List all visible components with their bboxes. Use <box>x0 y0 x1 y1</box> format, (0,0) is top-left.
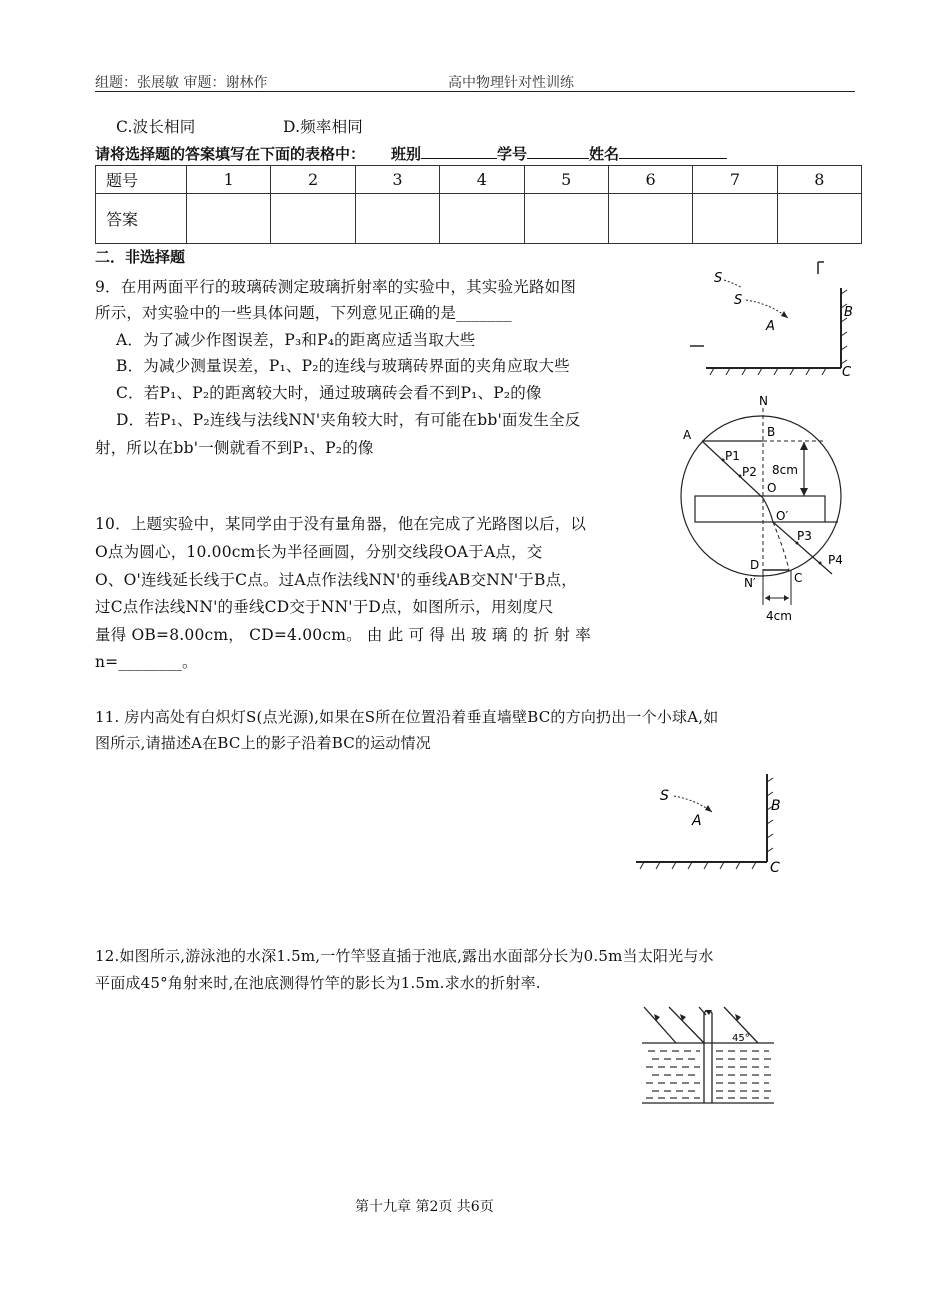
label-c: C <box>842 365 852 380</box>
column-header: 4 <box>440 166 524 194</box>
answer-cell[interactable] <box>777 194 861 244</box>
id-field[interactable] <box>527 144 589 159</box>
label-s: S <box>714 271 723 286</box>
class-field[interactable] <box>421 144 497 159</box>
label-p2: P2 <box>742 465 757 479</box>
wall-shadow-figure-small <box>686 260 861 382</box>
label-o-prime: O′ <box>776 509 789 523</box>
q12-line: 12.如图所示,游泳池的水深1.5m,一竹竿竖直插于池底,露出水面部分长为0.5m当太阳光与水 <box>95 947 714 965</box>
angle-label: 45° <box>732 1033 750 1044</box>
answer-cell[interactable] <box>693 194 777 244</box>
pool-pole-figure <box>634 1003 789 1115</box>
q9-option-a: A．为了减少作图误差，P₃和P₄的距离应适当取大些 <box>116 331 476 349</box>
row-header: 题号 <box>96 166 187 194</box>
q9-line: 射，所以在bb'一侧就看不到P₁、P₂的像 <box>95 439 374 457</box>
label-n-prime: N′ <box>744 576 756 590</box>
column-header: 7 <box>693 166 777 194</box>
header-left: 组题：张展敏 审题：谢林作 <box>95 75 268 91</box>
label-b: B <box>771 798 781 814</box>
table-row <box>96 166 862 194</box>
q9-line: 所示，对实验中的一些具体问题，下列意见正确的是_______ <box>95 304 512 322</box>
id-label: 学号 <box>497 145 528 163</box>
label-c: C <box>794 571 803 585</box>
wall-shadow-figure <box>634 770 794 875</box>
refraction-circle-figure <box>670 392 860 624</box>
column-header: 2 <box>271 166 355 194</box>
answer-cell[interactable] <box>440 194 524 244</box>
q9-option-d: D．若P₁、P₂连线与法线NN'夹角较大时，有可能在bb'面发生全反 <box>116 411 581 429</box>
label-8cm: 8cm <box>772 463 798 477</box>
answer-cell[interactable] <box>524 194 608 244</box>
label-4cm: 4cm <box>766 609 792 623</box>
column-header: 5 <box>524 166 608 194</box>
column-header: 8 <box>777 166 861 194</box>
label-a: A <box>766 319 775 334</box>
class-label: 班别 <box>391 145 422 163</box>
name-field[interactable] <box>619 144 727 159</box>
q9-line: 9．在用两面平行的玻璃砖测定玻璃折射率的实验中，其实验光路如图 <box>95 278 577 296</box>
label-b: B <box>844 305 853 320</box>
column-header: 3 <box>355 166 439 194</box>
q9-option-b: B．为减少测量误差，P₁、P₂的连线与玻璃砖界面的夹角应取大些 <box>116 357 570 375</box>
q10-line: n=________。 <box>95 653 198 671</box>
label-a: A <box>683 428 692 442</box>
answer-cell[interactable] <box>355 194 439 244</box>
q12-line: 平面成45°角射来时,在池底测得竹竿的影长为1.5m.求水的折射率. <box>95 974 541 992</box>
label-s: S <box>734 293 743 308</box>
q10-line: O、O'连线延长线于C点。过A点作法线NN'的垂线AB交NN'于B点， <box>95 571 577 589</box>
label-n: N <box>759 394 768 408</box>
page-footer: 第十九章 第2页 共6页 <box>355 1199 494 1215</box>
header-divider <box>95 91 855 92</box>
label-c: C <box>770 860 780 875</box>
name-label: 姓名 <box>589 145 620 163</box>
q11-line: 11. 房内高处有白炽灯S(点光源),如果在S所在位置沿着垂直墙壁BC的方向扔出一个小球A,如 <box>95 708 719 726</box>
label-p4: P4 <box>828 553 843 567</box>
column-header: 6 <box>608 166 692 194</box>
answer-cell[interactable] <box>187 194 271 244</box>
label-b: B <box>767 425 776 439</box>
label-d: D <box>750 558 760 572</box>
label-o: O <box>767 481 777 495</box>
answer-cell[interactable] <box>271 194 355 244</box>
q9-option-c: C．若P₁、P₂的距离较大时，通过玻璃砖会看不到P₁、P₂的像 <box>116 384 542 402</box>
q10-line: O点为圆心，10.00cm长为半径画圆，分别交线段OA于A点，交 <box>95 543 543 561</box>
q10-line: 10．上题实验中，某同学由于没有量角器，他在完成了光路图以后，以 <box>95 515 587 533</box>
header-center: 高中物理针对性训练 <box>448 75 574 91</box>
answer-cell[interactable] <box>608 194 692 244</box>
answer-prompt <box>95 143 727 164</box>
answer-prompt-text: 请将选择题的答案填写在下面的表格中： <box>95 145 366 163</box>
option-c: C.波长相同 <box>116 118 196 136</box>
label-p1: P1 <box>725 449 740 463</box>
section-title: 二．非选择题 <box>95 248 186 266</box>
label-a: A <box>692 813 702 829</box>
q10-line: 量得 OB=8.00cm， CD=4.00cm。 由 此 可 得 出 玻 璃 的 折 射 率 <box>95 626 591 644</box>
option-d: D.频率相同 <box>283 118 364 136</box>
label-s: S <box>660 788 669 804</box>
q10-line: 过C点作法线NN'的垂线CD交于NN'于D点，如图所示，用刻度尺 <box>95 598 554 616</box>
table-row <box>96 194 862 244</box>
q11-line: 图所示,请描述A在BC上的影子沿着BC的运动情况 <box>95 734 431 752</box>
column-header: 1 <box>187 166 271 194</box>
label-p3: P3 <box>797 529 812 543</box>
answer-table <box>95 165 862 244</box>
row-header: 答案 <box>96 194 187 244</box>
